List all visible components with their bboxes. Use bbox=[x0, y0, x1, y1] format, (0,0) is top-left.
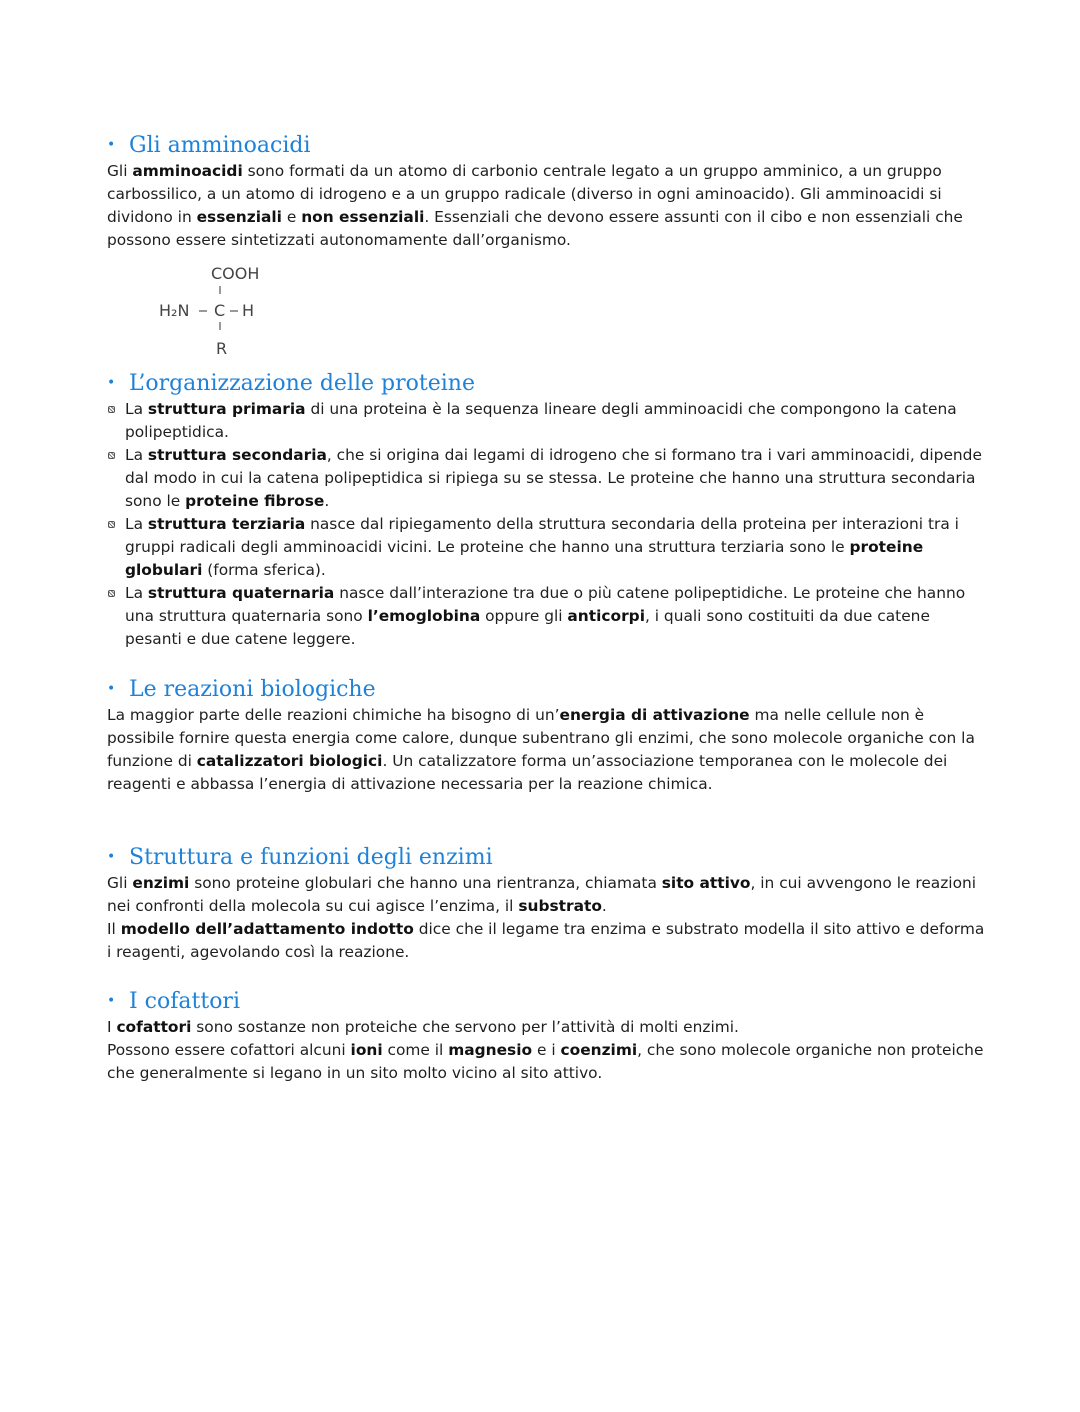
bold-term: essenziali bbox=[196, 208, 282, 226]
text-run: oppure gli bbox=[480, 607, 568, 625]
formula-bottom: R bbox=[216, 339, 228, 358]
text-run: I bbox=[107, 1018, 117, 1036]
bullet-dot-icon: • bbox=[107, 849, 116, 865]
bold-term: amminoacidi bbox=[132, 162, 243, 180]
text-run: . Essenziali che devono essere assunti con il cibo e non essenziali che possono essere sintetizzati autonomamente dall’organismo. bbox=[107, 208, 963, 249]
text-run: sono formati da un atomo di carbonio centrale legato a un gruppo amminico, a un gruppo carbossilico, a un atomo di idrogeno e a un gruppo radicale (diverso in ogni aminoacido). Gli amminoacidi si dividono in bbox=[107, 162, 942, 226]
section-cofattori bbox=[107, 987, 987, 1085]
section-heading: • Le reazioni biologiche bbox=[107, 677, 376, 702]
text-run: La bbox=[125, 400, 148, 418]
bold-term: catalizzatori biologici bbox=[196, 752, 383, 770]
paragraph bbox=[107, 872, 987, 918]
bullet-dot-icon: • bbox=[107, 375, 116, 391]
bold-term: proteine globulari bbox=[125, 538, 924, 579]
bold-term: anticorpi bbox=[567, 607, 645, 625]
bold-term: cofattori bbox=[116, 1018, 192, 1036]
text-run: , i quali sono costituiti da due catene pesanti e due catene leggere. bbox=[125, 607, 930, 648]
bold-term: sito attivo bbox=[661, 874, 751, 892]
paragraph bbox=[107, 160, 987, 252]
text-run: ma nelle cellule non è possibile fornire questa energia come calore, dunque subentrano gli enzimi, che sono molecole organiche con la funzione di bbox=[107, 706, 975, 770]
text-run: sono sostanze non proteiche che servono per l’attività di molti enzimi. bbox=[191, 1018, 739, 1036]
text-run: . bbox=[324, 492, 330, 510]
list-item bbox=[107, 398, 987, 444]
text-run: Possono essere cofattori alcuni bbox=[107, 1041, 351, 1059]
section-amminoacidi bbox=[107, 131, 987, 252]
bold-term: enzimi bbox=[132, 874, 190, 892]
section-enzimi bbox=[107, 843, 987, 964]
bold-term: ioni bbox=[350, 1041, 383, 1059]
bold-term: modello dell’adattamento indotto bbox=[120, 920, 414, 938]
text-run: come il bbox=[382, 1041, 449, 1059]
bullet-dot-icon: • bbox=[107, 993, 116, 1009]
text-run: La bbox=[125, 446, 148, 464]
text-run: dice che il legame tra enzima e substrato modella il sito attivo e deforma i reagenti, agevolando così la reazione. bbox=[107, 920, 985, 961]
formula-center: C bbox=[214, 301, 226, 320]
text-run: di una proteina è la sequenza lineare degli amminoacidi che compongono la catena polipeptidica. bbox=[125, 400, 957, 441]
section-heading: • L’organizzazione delle proteine bbox=[107, 371, 475, 396]
bold-term: l’emoglobina bbox=[367, 607, 481, 625]
bullet-dot-icon: • bbox=[107, 681, 116, 697]
text-run: nasce dal ripiegamento della struttura secondaria della proteina per interazioni tra i gruppi radicali degli amminoacidi vicini. Le proteine che hanno una struttura terziaria sono le bbox=[125, 515, 959, 556]
text-run: Gli bbox=[107, 874, 133, 892]
section-heading: • I cofattori bbox=[107, 989, 240, 1014]
section-reazioni-biologiche bbox=[107, 675, 987, 796]
square-bullet-icon bbox=[108, 452, 115, 459]
section-organizzazione-proteine bbox=[107, 369, 987, 651]
text-run: e bbox=[281, 208, 302, 226]
text-run: La bbox=[125, 584, 148, 602]
square-bullet-icon bbox=[108, 590, 115, 597]
text-run: , che sono molecole organiche non proteiche che generalmente si legano in un sito molto vicino al sito attivo. bbox=[107, 1041, 984, 1082]
text-run: . Un catalizzatore forma un’associazione temporanea con le molecole dei reagenti e abbassa l’energia di attivazione necessaria per la reazione chimica. bbox=[107, 752, 948, 793]
text-run: , in cui avvengono le reazioni nei confronti della molecola su cui agisce l’enzima, il bbox=[107, 874, 977, 915]
amino-acid-formula bbox=[157, 262, 287, 362]
bold-term: non essenziali bbox=[301, 208, 425, 226]
text-run: , che si origina dai legami di idrogeno che si formano tra i vari amminoacidi, dipende dal modo in cui la catena polipeptidica si ripiega su se stessa. Le proteine che hanno una struttura secondaria sono le bbox=[125, 446, 982, 510]
bold-term: coenzimi bbox=[560, 1041, 638, 1059]
text-run: Gli bbox=[107, 162, 133, 180]
bold-term: proteine fibrose bbox=[185, 492, 325, 510]
structure-list bbox=[107, 398, 987, 651]
bold-term: substrato bbox=[518, 897, 602, 915]
square-bullet-icon bbox=[108, 406, 115, 413]
bold-term: energia di attivazione bbox=[559, 706, 750, 724]
formula-right: H bbox=[242, 301, 255, 320]
text-run: (forma sferica). bbox=[202, 561, 326, 579]
text-run: nasce dall’interazione tra due o più catene polipeptidiche. Le proteine che hanno una struttura quaternaria sono bbox=[125, 584, 966, 625]
section-heading: • Struttura e funzioni degli enzimi bbox=[107, 845, 493, 870]
formula-top: COOH bbox=[211, 264, 260, 283]
text-run: La maggior parte delle reazioni chimiche ha bisogno di un’ bbox=[107, 706, 560, 724]
paragraph bbox=[107, 1039, 987, 1085]
list-item bbox=[107, 513, 987, 582]
paragraph bbox=[107, 704, 987, 796]
list-item bbox=[107, 582, 987, 651]
paragraph bbox=[107, 918, 987, 964]
paragraph bbox=[107, 1016, 987, 1039]
section-heading: • Gli amminoacidi bbox=[107, 133, 311, 158]
bold-term: struttura quaternaria bbox=[147, 584, 335, 602]
text-run: Il bbox=[107, 920, 121, 938]
square-bullet-icon bbox=[108, 521, 115, 528]
bold-term: struttura secondaria bbox=[147, 446, 327, 464]
bold-term: magnesio bbox=[448, 1041, 533, 1059]
text-run: . bbox=[601, 897, 607, 915]
list-item bbox=[107, 444, 987, 513]
text-run: La bbox=[125, 515, 148, 533]
text-run: sono proteine globulari che hanno una rientranza, chiamata bbox=[189, 874, 662, 892]
formula-left: H₂N bbox=[159, 301, 190, 320]
bold-term: struttura primaria bbox=[147, 400, 306, 418]
bold-term: struttura terziaria bbox=[147, 515, 306, 533]
text-run: e i bbox=[532, 1041, 561, 1059]
bullet-dot-icon: • bbox=[107, 137, 116, 153]
